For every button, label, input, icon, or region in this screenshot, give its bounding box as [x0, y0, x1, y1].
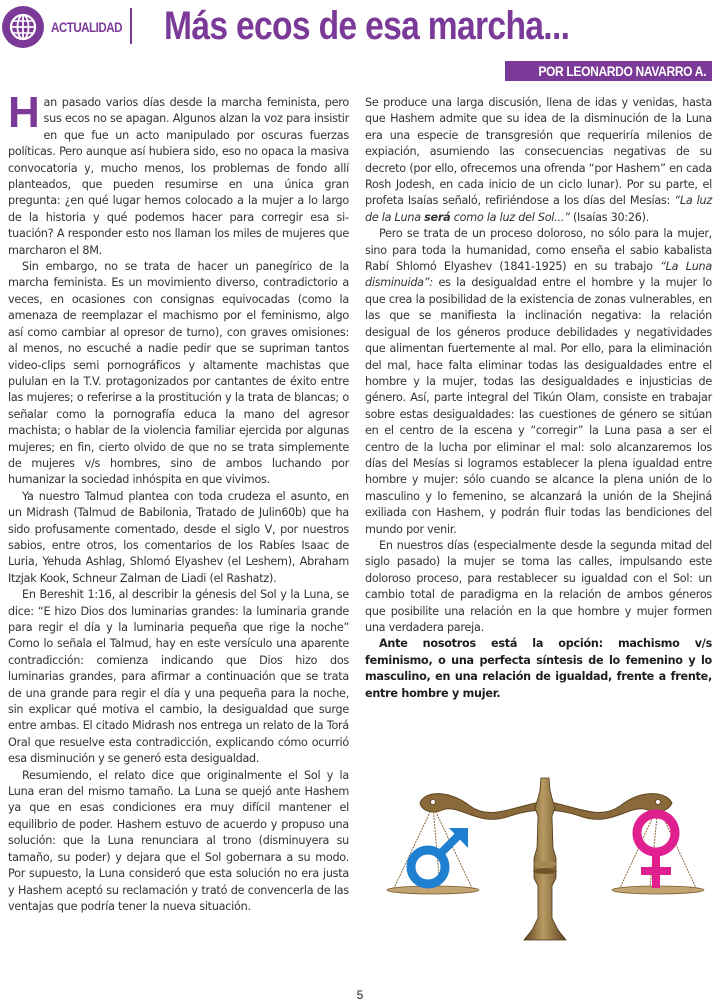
author-byline	[505, 61, 712, 81]
quote-reference: (Isaías 30:26).	[569, 210, 650, 224]
male-symbol-icon	[411, 828, 468, 884]
globe-icon	[2, 6, 44, 48]
balance-scale-icon	[380, 768, 710, 953]
section-label: ACTUALIDAD	[51, 20, 122, 35]
paragraph-text: es la desigualdad entre el hombre y la mujer lo que crea la posibilidad de la existencia de zonas vulnerables, en las que se manifiesta la inclinación negativa: la relación desigual de los géneros produce debilidades y negatividades que alimentan fuertemente al mal. Por ello, para la eliminación del mal, hace falta eliminar todas las desigualdades entre el hombre y la mujer, todas las desigualdades e injusticias de género. Así, parte integral del Tikún Olam, consiste en trabajar sobre estas desigualdades: las cuestiones de género se sitúan en el centro de la escena y “corregir” la Luna pasa a ser el centro de la lucha por eliminar el mal: solo alcanzaremos los días del Mesías si logramos establecer la plena igualdad entre hombre y mujer: sólo cuando se alcance la plena unión de lo masculino y lo femenino, se alcanzará la unión de la Shejiná exiliada con Hashem, y podrán fluir todas las bendiciones del mundo por venir.	[365, 276, 712, 536]
article-paragraph: Resumiendo, el relato dice que originalmente el Sol y la Luna eran del mismo tamaño. La Luna se quejó ante Hashem ya que en esas condiciones era muy difícil mantener el equilibrio de poder. Hashem estuvo de acuerdo y propuso una solución: que la Luna renunciara al trono (disminuyera su tamaño, su poder) y dejara que el Sol gobernara a su modo. Por supuesto, la Luna consideró que esta solución no era justa y Hashem aceptó su reclamación y trató de convencerla de las ventajas que podría tener la nueva situación.	[8, 768, 349, 913]
drop-cap: H	[8, 88, 40, 137]
section-divider	[130, 8, 132, 44]
page-header	[0, 0, 720, 54]
work-title: “La Luna disminuida”:	[365, 260, 712, 290]
paragraph-text: an pasado varios días desde la marcha feminista, pero sus ecos no se apagan. Algunos alzan la voz para insistir en que fue un acto manipulado por oscuras fuerzas políticas. Pero aunque así hubiera sido, eso no opaca la masiva convocatoria y, mucho menos, los problemas de fondo allí planteados, que pueden resumirse en una única gran pregunta: ¿en qué lugar hemos colocado a la mujer a lo largo de la historia y qué podemos hacer para corregir esa situación? A responder esto nos llaman los miles de mujeres que marcharon el 8M.	[8, 96, 349, 257]
article-paragraph	[8, 88, 349, 259]
quote-text: como la luz del Sol...”	[450, 210, 570, 224]
article-paragraph: En Bereshit 1:16, al describir la génesis del Sol y la Luna, se dice: “E hizo Dios dos luminarias grandes: la luminaria grande para regir el día y la luminaria pequeña que rige la noche” Como lo señala el Talmud, hay en este versículo una aparente contradicción: comienza indicando que Dios hizo dos luminarias grandes, para afirmar a continuación que se trata de una grande para regir el día y una pequeña para la noche, sin explicar qué motiva el cambio, la desigualdad que surge entre ambas. El citado Midrash nos entrega un relato de la Torá Oral que resuelve esta contradicción, explicando cómo ocurrió esa disminución y se generó esta desigualdad.	[8, 588, 349, 766]
author-byline-text: POR LEONARDO NAVARRO A.	[538, 63, 706, 79]
balance-scale-illustration	[380, 768, 710, 953]
article-paragraph	[365, 95, 712, 226]
paragraph-text: Pero se trata de un proceso doloroso, no sólo para la mujer, sino para toda la humanidad, como enseña el sabio kabalista Rabí Shlomó Elyashev (1841-1925) en su trabajo	[365, 227, 712, 274]
article-column-right	[365, 95, 712, 702]
article-paragraph	[365, 226, 712, 538]
closing-paragraph: Ante nosotros está la opción: machismo v/s feminismo, o una perfecta síntesis de lo femenino y lo masculino, en una relación de igualdad, frente a frente, entre hombre y mujer.	[365, 637, 712, 700]
article-paragraph: Sin embargo, no se trata de hacer un panegírico de la marcha feminista. Es un movimiento diverso, contradictorio a veces, en ocasiones con consignas equivocadas (como la amenaza de reemplazar el machismo por el feminismo, algo así como cambiar al opresor de turno), con graves omisiones: al menos, no escuché a nadie pedir que se supriman tantos video-clips semi pornográficos y altamente machistas que pululan en la T.V. protagonizados por cantantes de éxito entre las mujeres; o referirse a la prostitución y la trata de blancas; o señalar como la pornografía educa la mano del agresor machista; o hablar de la violencia familiar ejercida por algunas mujeres; en fin, cierto olvido de que no se trata simplemente de mujeres v/s hombres, sino de ambos luchando por humanizar la sociedad inhóspita en que vivimos.	[8, 260, 349, 487]
paragraph-text: Se produce una larga discusión, llena de idas y venidas, hasta que Hashem admite que su idea de la disminución de la Luna era una especie de transgresión que requeriría milenios de expiación, asumiendo las consecuencias negativas de su decreto (por ello, ofrecemos una ofrenda “por Hashem” en cada Rosh Jodesh, en cada inicio de un ciclo lunar). Por su parte, el profeta Isaías señaló, refiriéndose a los días del Mesías:	[365, 96, 712, 208]
globe-icon-glyph	[8, 12, 38, 42]
quote-emphasis: será	[424, 210, 451, 224]
article-paragraph: Ya nuestro Talmud plantea con toda crudeza el asunto, en un Midrash (Talmud de Babilonia, Tratado de Julin60b) que ha sido profusamente comentado, desde el siglo V, por nuestros sabios, entre otros, los comentarios de los Rabíes Isaac de Luria, Yehuda Ashlag, Shlomó Elyashev (el Leshem), Abraham Itzjak Kook, Schneur Zalman de Liadi (el Rashatz).	[8, 489, 349, 585]
quote-text: “La luz de la Luna	[365, 194, 713, 224]
article-column-left	[8, 88, 349, 915]
page-number: 5	[356, 988, 364, 1002]
page-title: Más ecos de esa marcha...	[164, 4, 570, 48]
article-paragraph: En nuestros días (especialmente desde la segunda mitad del siglo pasado) la mujer se toma las calles, impulsando este doloroso proceso, para restablecer su igualdad con el Sol: un cambio total de paradigma en la relación de ambos géneros que posibilite una relación en la que hombre y mujer formen una verdadera pareja.	[365, 538, 712, 634]
